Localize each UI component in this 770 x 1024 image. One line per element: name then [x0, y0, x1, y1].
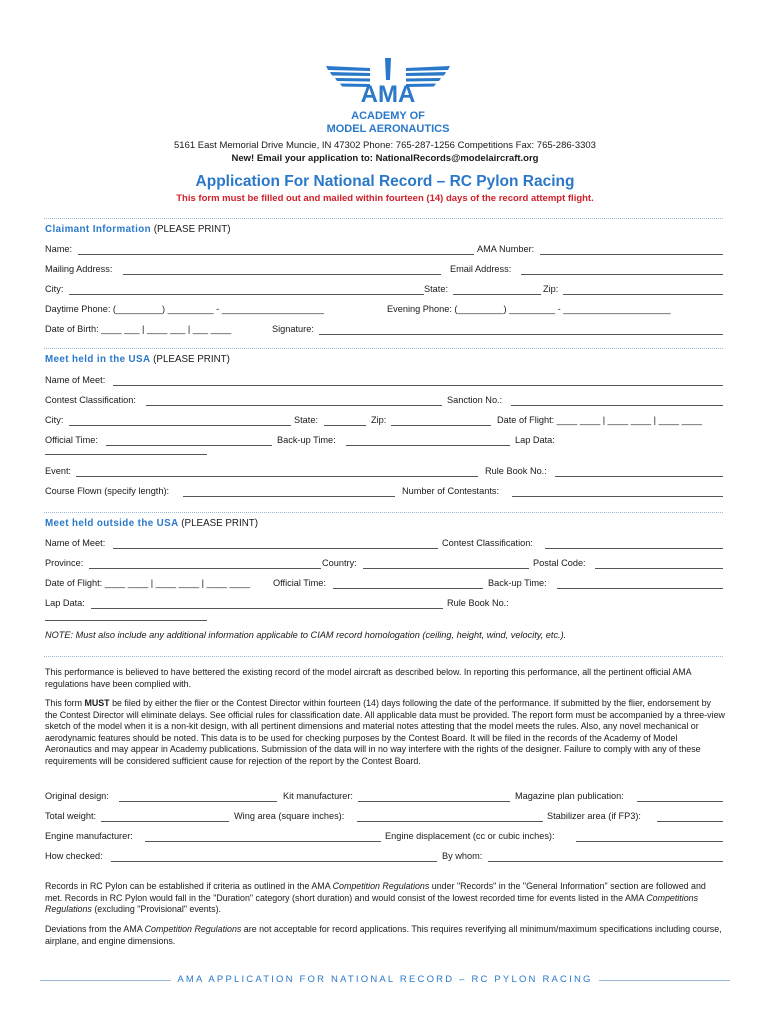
evening-phone-field[interactable]: Evening Phone: (_________) _________ - _____________________: [387, 304, 671, 314]
claimant-row-dob: [45, 324, 723, 334]
claimant-row-address: [45, 264, 723, 274]
intl-lap-data-label: Lap Data:: [45, 598, 85, 608]
model-row-design: [45, 791, 723, 801]
intl-contest-classification-label: Contest Classification:: [442, 538, 533, 548]
closing-p1-c: under "Records" in the "General Information" section are followed and met. Records in RC Pylon would fall in the "Duration" category (short duration) and would consist of the lowest recorded time for events listed in the AMA: [45, 881, 706, 903]
claimant-heading: Claimant Information: [45, 224, 151, 235]
intl-official-time-label: Official Time:: [273, 578, 326, 588]
stabilizer-area-field[interactable]: [657, 811, 723, 822]
country-label: Country:: [322, 558, 357, 568]
intl-row-meet: [45, 538, 723, 548]
country-field[interactable]: [363, 558, 529, 569]
intl-date-of-flight-field[interactable]: Date of Flight: ____ ____ | ____ ____ | ____ ____: [45, 578, 251, 588]
logo-org-line2: MODEL AERONAUTICS: [326, 123, 450, 135]
daytime-phone-field[interactable]: Daytime Phone: (_________) _________ - ____________________: [45, 304, 324, 314]
ama-number-label: AMA Number:: [477, 244, 535, 254]
address-line: 5161 East Memorial Drive Muncie, IN 47302 Phone: 765-287-1256 Competitions Fax: 765-286-3303: [174, 140, 596, 151]
meet-usa-heading: Meet held in the USA: [45, 354, 151, 365]
usa-backup-time-label: Back-up Time:: [277, 435, 336, 445]
statement-must: MUST: [84, 698, 110, 708]
usa-zip-field[interactable]: [391, 415, 491, 426]
how-checked-label: How checked:: [45, 851, 103, 861]
ama-logo: [318, 56, 458, 138]
email-address-field[interactable]: [521, 264, 723, 275]
course-flown-label: Course Flown (specify length):: [45, 486, 170, 496]
usa-row-class: [45, 395, 723, 405]
postal-code-label: Postal Code:: [533, 558, 586, 568]
usa-date-of-flight-field[interactable]: Date of Flight: ____ ____ | ____ ____ | ____ ____: [497, 415, 703, 425]
sanction-no-field[interactable]: [511, 395, 723, 406]
usa-city-label: City:: [45, 415, 64, 425]
number-of-contestants-label: Number of Contestants:: [402, 486, 500, 496]
divider: [44, 348, 723, 349]
zip-field[interactable]: [563, 284, 723, 295]
magazine-plan-label: Magazine plan publication:: [515, 791, 624, 801]
magazine-plan-field[interactable]: [637, 791, 723, 802]
closing-p2-b: Competition Regulations: [144, 924, 242, 934]
intl-backup-time-field[interactable]: [557, 578, 723, 589]
page-footer: [40, 972, 730, 990]
claimant-row-city: [45, 284, 723, 294]
ciam-note: NOTE: Must also include any additional information applicable to CIAM record homologation (ceiling, height, wind, velocity, etc.).: [45, 630, 567, 640]
ama-number-field[interactable]: [540, 244, 723, 255]
intl-rule-book-field[interactable]: [45, 610, 207, 621]
logo-ama-text: AMA: [360, 81, 416, 108]
page-title: Application For National Record – RC Pylon Racing: [195, 173, 575, 190]
deadline-warning: This form must be filled out and mailed within fourteen (14) days of the record attempt flight.: [176, 193, 594, 204]
usa-backup-time-field[interactable]: [346, 435, 510, 446]
event-label: Event:: [45, 466, 72, 476]
usa-lap-data-field[interactable]: [45, 444, 207, 455]
name-label: Name:: [45, 244, 73, 254]
province-label: Province:: [45, 558, 84, 568]
footer-text: AMA APPLICATION FOR NATIONAL RECORD – RC PYLON RACING: [171, 974, 598, 985]
logo-org-line1: ACADEMY OF: [351, 110, 425, 122]
usa-rule-book-field[interactable]: [555, 466, 723, 477]
intl-official-time-field[interactable]: [333, 578, 483, 589]
intl-lap-data-field[interactable]: [91, 598, 443, 609]
divider: [44, 512, 723, 513]
email-address-label: Email Address:: [450, 264, 512, 274]
intl-name-of-meet-field[interactable]: [113, 538, 438, 549]
email-line: New! Email your application to: NationalRecords@modelaircraft.org: [231, 153, 539, 164]
usa-row-meet: [45, 375, 723, 385]
closing-p2-a: Deviations from the AMA: [45, 924, 145, 934]
meet-usa-section-heading: [45, 354, 230, 365]
signature-label: Signature:: [272, 324, 314, 334]
usa-zip-label: Zip:: [371, 415, 387, 425]
total-weight-field[interactable]: [101, 811, 229, 822]
intl-backup-time-label: Back-up Time:: [488, 578, 547, 588]
state-label: State:: [424, 284, 449, 294]
claimant-row-name: [45, 244, 723, 254]
statement-p2-start: This form: [45, 698, 85, 708]
usa-state-field[interactable]: [324, 415, 366, 426]
usa-city-field[interactable]: [69, 415, 291, 426]
original-design-field[interactable]: [119, 791, 277, 802]
kit-manufacturer-label: Kit manufacturer:: [283, 791, 353, 801]
intl-rule-book-label: Rule Book No.:: [447, 598, 509, 608]
intl-name-of-meet-label: Name of Meet:: [45, 538, 106, 548]
statement-p2-rest: be filed by either the flier or the Contest Director within fourteen (14) days following the date of the performance. If submitted by the flier, endorsement by the Contest Director will eliminate delays. See official rules for classification date. All applicable data must be provided. The report form must be accompanied by a three-view sketch of the model when it is a non-kit design, with all pertinent dimensions and material notes attesting that the model meets the rules. Also, any novel mechanical or aerodynamic features should be noted. This data is to be used for checking purposes by the Contest Board. It will be filed in the records of the Academy of Model Aeronautics and may appear in Academy publications. Submission of the data will in no way interfere with the rights of the designer. Failure to comply with any of these requirements will be considered sufficient cause for rejection of the report by the Contest Board.: [45, 698, 725, 766]
postal-code-field[interactable]: [595, 558, 723, 569]
date-of-birth-field[interactable]: Date of Birth: ____ ___ | ____ ___ | ___ ____: [45, 324, 232, 334]
divider: [44, 656, 723, 657]
by-whom-label: By whom:: [442, 851, 483, 861]
usa-official-time-label: Official Time:: [45, 435, 98, 445]
engine-manufacturer-label: Engine manufacturer:: [45, 831, 133, 841]
intl-row-province: [45, 558, 723, 568]
usa-row-course: [45, 486, 723, 496]
model-row-weight: [45, 811, 723, 821]
print-note: (PLEASE PRINT): [181, 518, 259, 529]
meet-outside-heading: Meet held outside the USA: [45, 518, 179, 529]
closing-paragraph-2: [45, 924, 725, 947]
meet-outside-section-heading: [45, 518, 258, 529]
usa-lap-data-label: Lap Data:: [515, 435, 555, 445]
event-field[interactable]: [76, 466, 478, 477]
city-field[interactable]: [69, 284, 424, 295]
print-note: (PLEASE PRINT): [153, 224, 231, 235]
statement-paragraph-2: [45, 698, 725, 768]
usa-state-label: State:: [294, 415, 319, 425]
course-flown-field[interactable]: [183, 486, 395, 497]
usa-name-of-meet-field[interactable]: [113, 375, 723, 386]
usa-row-city: [45, 415, 723, 425]
how-checked-field[interactable]: [111, 851, 437, 862]
statement-paragraph-1: This performance is believed to have bettered the existing record of the model aircraft as described below. In reporting this performance, all the pertinent official AMA regulations have been complied with.: [45, 667, 692, 689]
claimant-row-phone: [45, 304, 723, 314]
number-of-contestants-field[interactable]: [512, 486, 723, 497]
engine-displacement-field[interactable]: [576, 831, 723, 842]
closing-paragraph-1: [45, 881, 725, 916]
wing-area-field[interactable]: [357, 811, 543, 822]
closing-p2-c: are not acceptable for record applications. This requires reverifying all minimum/maximum specifications including course, airplane, and engine dimensions.: [45, 924, 722, 946]
province-field[interactable]: [89, 558, 321, 569]
by-whom-field[interactable]: [488, 851, 723, 862]
stabilizer-area-label: Stabilizer area (if FP3):: [547, 811, 641, 821]
usa-contest-classification-field[interactable]: [146, 395, 442, 406]
mailing-address-field[interactable]: [123, 264, 441, 275]
usa-name-of-meet-label: Name of Meet:: [45, 375, 106, 385]
state-field[interactable]: [453, 284, 541, 295]
closing-p1-d: Competitions Regulations: [45, 892, 699, 915]
claimant-section-heading: [45, 224, 230, 235]
kit-manufacturer-field[interactable]: [358, 791, 510, 802]
total-weight-label: Total weight:: [45, 811, 97, 821]
usa-contest-classification-label: Contest Classification:: [45, 395, 136, 405]
print-note: (PLEASE PRINT): [153, 354, 230, 365]
intl-row-lap: [45, 598, 723, 608]
mailing-address-label: Mailing Address:: [45, 264, 113, 274]
sanction-no-label: Sanction No.:: [447, 395, 503, 405]
usa-rule-book-label: Rule Book No.:: [485, 466, 547, 476]
name-field[interactable]: [78, 244, 474, 255]
engine-manufacturer-field[interactable]: [145, 831, 381, 842]
original-design-label: Original design:: [45, 791, 109, 801]
closing-p1-a: Records in RC Pylon can be established if criteria as outlined in the AMA: [45, 881, 333, 891]
engine-displacement-label: Engine displacement (cc or cubic inches):: [385, 831, 555, 841]
footer-text-wrap: [40, 974, 730, 985]
signature-field[interactable]: [319, 324, 723, 335]
closing-p1-e: (excluding "Provisional" events).: [91, 904, 222, 915]
model-row-checked: [45, 851, 723, 861]
usa-row-event: [45, 466, 723, 476]
model-row-engine: [45, 831, 723, 841]
wing-area-label: Wing area (square inches):: [234, 811, 345, 821]
closing-p1-b: Competition Regulations: [332, 881, 430, 891]
divider: [44, 218, 723, 219]
intl-contest-classification-field[interactable]: [545, 538, 723, 549]
zip-label: Zip:: [543, 284, 559, 294]
city-label: City:: [45, 284, 64, 294]
intl-row-time: [45, 578, 723, 588]
